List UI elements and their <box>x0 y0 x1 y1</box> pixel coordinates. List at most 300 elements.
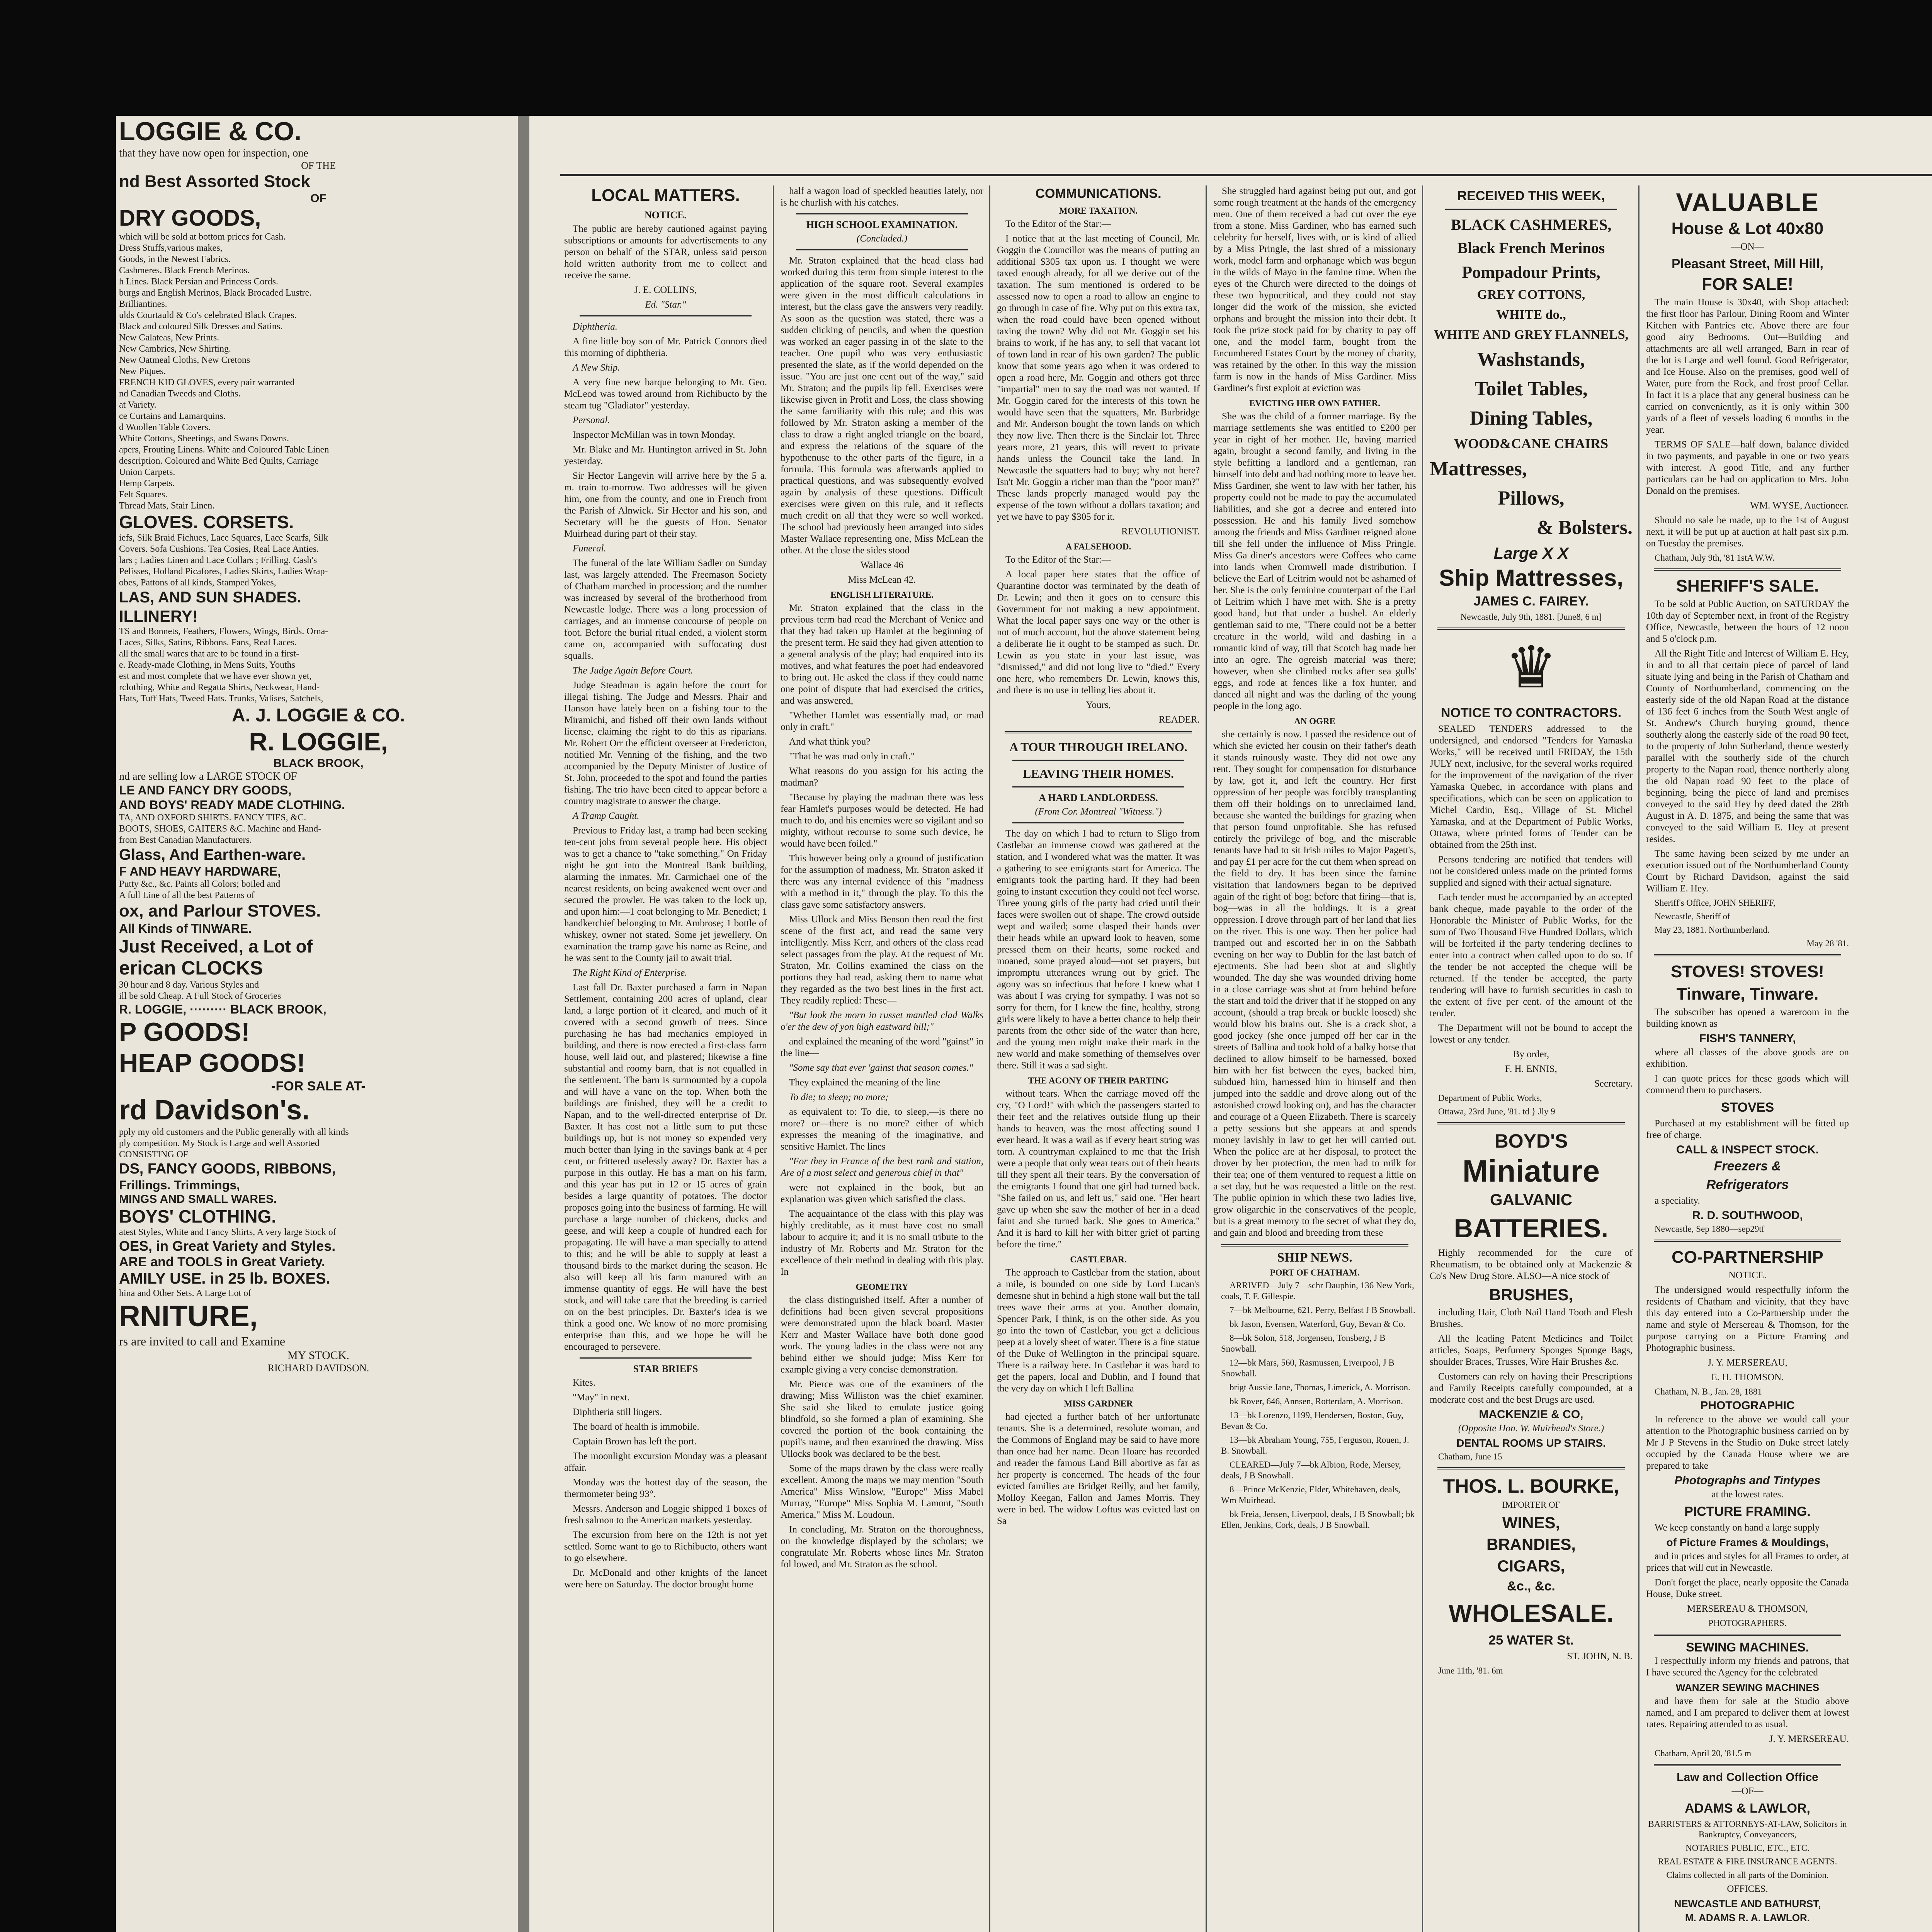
divider <box>1654 1764 1841 1766</box>
notice-to-contractors-heading: NOTICE TO CONTRACTORS. <box>1440 706 1622 720</box>
left-page-line: from Best Canadian Manufacturers. <box>119 835 252 845</box>
left-page-line: nd Canadian Tweeds and Cloths. <box>119 389 241 399</box>
column-rule <box>1638 185 1639 1932</box>
story-text: half a wagon load of speckled beauties lately, nor is he churlish with his catches. <box>781 186 983 208</box>
left-page-line: Dress Stuffs,various makes, <box>119 243 223 253</box>
divider <box>1437 628 1625 630</box>
left-page-line: HEAP GOODS! <box>119 1048 306 1078</box>
salutation: To the Editor of the Star:— <box>1005 219 1111 229</box>
left-page-line: BOYS' CLOTHING. <box>119 1206 277 1226</box>
left-page-line: Frillings. Trimmings, <box>119 1178 240 1192</box>
dental-rooms: DENTAL ROOMS UP STAIRS. <box>1456 1437 1606 1449</box>
on-label: —ON— <box>1731 242 1764 252</box>
story-heading: The Judge Again Before Court. <box>573 665 693 676</box>
stoves-subheading: STOVES <box>1721 1100 1774 1115</box>
left-page-line: Hemp Carpets. <box>119 478 175 488</box>
sheriff-signature: Newcastle, Sheriff of <box>1655 912 1730 921</box>
brief-item: Diphtheria still lingers. <box>573 1407 662 1417</box>
contractors-text: Persons tendering are notified that tenders will not be considered unless made on the printed forms supplied and signed with their actual signature. <box>1430 854 1633 888</box>
verse: "Some say that ever 'gainst that season comes." <box>789 1063 973 1073</box>
divider <box>796 213 968 214</box>
column-advertisements-b <box>1646 185 1849 1932</box>
brief-item: The excursion from here on the 12th is not yet settled. Some want to go to Richibucto, others want to go elsewhere. <box>564 1530 767 1563</box>
story-text: And what think you? <box>789 736 871 747</box>
call-inspect: CALL & INSPECT STOCK. <box>1676 1143 1819 1156</box>
fairey-items-list <box>1430 214 1633 541</box>
story-text: without tears. When the carriage moved off the cry, "O Lord!" with which the passengers started to their feet and the relatives outside flung up their hands to heaven, was the most affecting sound I ever heard. It was a wail as if every heart string was torn. A countryman explained to me that the Irish were a people that only wear tears out of their hearts till they spent all their tears. By the conversation of the emigrants I found that one girl had turned back. "She failed on us, and left us," said one. "Her heart gave up when she saw the mother of her in a dead faint and she turned back. She goes to America." And it is hard to kill her with bitter grief of parting before the time." <box>997 1088 1200 1250</box>
left-page-line: New Cambrics, New Shirting. <box>119 344 231 354</box>
left-page-line: Goods, in the Newest Fabrics. <box>119 254 231 264</box>
large-xx: Large X X <box>1493 544 1569 562</box>
newspaper-page <box>529 116 1932 1932</box>
brushes-text: Customers can rely on having their Prescriptions and Family Receipts carefully compounded, at a moderate cost and the best Drugs are used. <box>1430 1371 1633 1405</box>
port-heading: PORT OF CHATHAM. <box>1270 1268 1360 1277</box>
subheading: ENGLISH LITERATURE. <box>830 590 934 600</box>
left-page-line: pply my old customers and the Public generally with all kinds <box>119 1127 349 1137</box>
miniature-heading: Miniature <box>1462 1154 1600 1188</box>
refrigerators-heading: Refrigerators <box>1706 1177 1789 1192</box>
fairey-item: BLACK CASHMERES, <box>1451 216 1612 233</box>
story-text: This however being only a ground of justification for the assumption of madness, Mr. Straton asked if there was any internal evidence of this "madness with a method in it," through the play. To this the class gave some satisfactory answers. <box>781 853 983 910</box>
sewing-machines-heading: SEWING MACHINES. <box>1686 1640 1809 1654</box>
mersereau-thomson: MERSEREAU & THOMSON, <box>1687 1604 1808 1614</box>
left-page-line: nd are selling low a LARGE STOCK OF <box>119 770 297 782</box>
previous-page-strip <box>116 116 518 1932</box>
story-text: A fine little boy son of Mr. Patrick Connors died this morning of diphtheria. <box>564 336 767 358</box>
left-page-line: New Piques. <box>119 366 166 376</box>
story-heading: Diphtheria. <box>573 321 617 332</box>
left-page-line: OES, in Great Variety and Styles. <box>119 1238 336 1254</box>
divider <box>1654 568 1841 571</box>
stoves-text: Purchased at my establishment will be fitted up free of charge. <box>1646 1118 1849 1140</box>
fairey-item: WHITE AND GREY FLANNELS, <box>1434 328 1629 342</box>
sheriff-signature: Sheriff's Office, JOHN SHERIFF, <box>1655 898 1776 908</box>
letter-closing: Yours, <box>1086 700 1111 710</box>
divider <box>1005 731 1192 733</box>
framing-text: and in prices and styles for all Frames to order, at prices that will cut in Newcastle. <box>1646 1551 1849 1573</box>
offices-label: OFFICES. <box>1727 1884 1768 1894</box>
pleasant-street: Pleasant Street, Mill Hill, <box>1671 257 1823 271</box>
ship-entry: 13—bk Abraham Young, 755, Ferguson, Rouen, J. B. Snowball. <box>1221 1435 1409 1456</box>
ship-entry: bk Jason, Evensen, Waterford, Guy, Bevan & Co. <box>1230 1319 1405 1329</box>
left-page-line: -FOR SALE AT- <box>271 1079 366 1094</box>
wyse-text: Should no sale be made, up to the 1st of August next, it will be put up at auction at half past six p.m. on Tuesday the premises. <box>1646 515 1849 549</box>
story-text: and explained the meaning of the word "gainst" in the line— <box>781 1036 983 1058</box>
notice-heading: NOTICE. <box>644 209 687 221</box>
adams-lawlor: ADAMS & LAWLOR, <box>1685 1801 1810 1816</box>
specialty-label: a speciality. <box>1655 1196 1700 1206</box>
galvanic-heading: GALVANIC <box>1490 1190 1573 1209</box>
verse: "For they in France of the best rank and station, Are of a most select and generous chief in that" <box>781 1156 983 1178</box>
left-page-line: Glass, And Earthen-ware. <box>119 846 306 863</box>
brushes-heading: BRUSHES, <box>1489 1286 1573 1304</box>
divider <box>796 249 968 250</box>
frames-line: of Picture Frames & Mouldings, <box>1666 1536 1829 1548</box>
brushes-text: including Hair, Cloth Nail Hand Tooth and Flesh Brushes. <box>1430 1307 1633 1329</box>
left-page-line: nd Best Assorted Stock <box>119 172 310 191</box>
notaries-line: NOTARIES PUBLIC, ETC., ETC. <box>1685 1843 1810 1853</box>
subheading: A FALSEHOOD. <box>1065 542 1131 551</box>
left-page-line: Thread Mats, Stair Linen. <box>119 501 215 511</box>
left-page-line: Felt Squares. <box>119 490 168 500</box>
photographic-text: In reference to the above we would call your attention to the Photographic business carried on by Mr J P Stevens in the Studio on Duke street lately occupied by the Canada House where we are prepared to take <box>1646 1414 1849 1471</box>
story-text: What reasons do you assign for his acting the madman? <box>781 766 983 788</box>
score-line: Miss McLean 42. <box>848 575 916 585</box>
sheriff-date: May 28 '81. <box>1806 939 1849 948</box>
left-page-line: R. LOGGIE, ········· BLACK BROOK, <box>119 1002 327 1016</box>
contractors-text: The Department will not be bound to accept the lowest or any tender. <box>1430 1023 1633 1045</box>
story-text: had ejected a further batch of her unfortunate tenants. She is a determined, resolute woman, and the Commons of England may be said to have more than once had her name. Dean Hoare has recorded and reader the famous Land Bill abortive as far as her property is concerned. The heads of the four evicted families are Bridget Reilly, and her family, Molloy Keegan, Fallon and James Morris. They were in bed. The widow Loftus was evicted last on Sa <box>997 1412 1200 1526</box>
left-page-line: MINGS AND SMALL WARES. <box>119 1193 277 1206</box>
divider <box>580 315 752 316</box>
copartnership-text: The undersigned would respectfully inform the residents of Chatham and vicinity, that they have this day entered into a Co-Partnership under the name and style of Mersereau & Thomson, for the purpose carrying on a Picture Framing and Photographic business. <box>1646 1285 1849 1353</box>
story-heading: A Tramp Caught. <box>573 811 639 821</box>
left-page-line: lars ; Ladies Linen and Lace Collars ; Frilling. Cash's <box>119 555 317 565</box>
secretary-label: Secretary. <box>1594 1078 1633 1089</box>
left-page-line: OF <box>310 192 327 205</box>
ship-entry: 8—bk Solon, 518, Jorgensen, Tonsberg, J B Snowball. <box>1221 1333 1386 1354</box>
left-page-line: ARE and TOOLS in Great Variety. <box>119 1255 325 1269</box>
star-briefs-heading: STAR BRIEFS <box>633 1363 698 1374</box>
copartnership-date: Chatham, N. B., Jan. 28, 1881 <box>1655 1387 1762 1396</box>
left-page-line: ce Curtains and Lamarquins. <box>119 411 226 421</box>
ship-entry: bk Rover, 646, Annsen, Rotterdam, A. Morrison. <box>1230 1396 1403 1406</box>
story-text: Miss Ullock and Miss Benson then read the first scene of the first act, and read the same very intelligently. Miss Kerr, and others of the class read select passages from the play. At the request of Mr. Straton, Mr. Collins examined the class on the portions they had read, asking them to name what they regarded as the two best lines in the first act. They readily replied: These— <box>781 914 983 1006</box>
sheriff-text: To be sold at Public Auction, on SATURDAY the 10th day of September next, in front of the Registry Office, Newcastle, between the hours of 12 noon and 5 o'clock p.m. <box>1646 599 1849 644</box>
story-heading: Funeral. <box>573 543 606 554</box>
story-text: Mr. Straton explained that the head class had worked during this term from simple interest to the application of the square root. Several examples were given in the most difficult calculations in interest, but the class gave the answers very readily. As soon as the question was stated, there was a sudden clicking of pencils, and when the question was worked an eager passing in of the slate to the teacher. One pupil who was very enthusiastic presented the slate, as if the world depended on the issue. "You are just one cent out of the way," said Mr. Straton; and the pupils lip fell. Exercises were likewise given in Profit and Loss, the class showing the same familiarity with this rule; and this was followed by Mr. Straton asking a member of the class to draw a right angled triangle on the board, and express the relations of the square of the hypothenuse to the other parts of the figure, in a formula. This formula was afterwards applied to practical questions, and was subsequently evolved again by analysis of these questions. Difficult exercises were given on this rule, and it reflects much credit on all that they were so well worked. The school had previously been arranged into sides Master Wallace representing one, Miss McLean the other. At the close the sides stood <box>781 255 983 556</box>
brief-item: Monday was the hottest day of the season, the thermometer being 93°. <box>564 1477 767 1499</box>
left-page-line: atest Styles, White and Fancy Shirts, A very large Stock of <box>119 1227 336 1237</box>
fairey-item: WOOD&CANE CHAIRS <box>1454 436 1609 451</box>
subheading: CASTLEBAR. <box>1070 1255 1127 1264</box>
southwood-name: R. D. SOUTHWOOD, <box>1692 1209 1803 1222</box>
fairey-item: GREY COTTONS, <box>1477 287 1585 302</box>
subheading: GEOMETRY <box>855 1282 908 1292</box>
divider <box>1221 1244 1408 1247</box>
left-page-line: Just Received, a Lot of <box>119 936 313 956</box>
left-page-line: ply competition. My Stock is Large and well Assorted <box>119 1138 320 1148</box>
brief-item: "May" in next. <box>573 1392 630 1403</box>
left-page-line: DRY GOODS, <box>119 206 261 231</box>
left-page-line: R. LOGGIE, <box>249 727 388 756</box>
left-page-line: ox, and Parlour STOVES. <box>119 901 321 920</box>
left-page-line: MY STOCK. <box>287 1349 350 1362</box>
letter-signature: REVOLUTIONIST. <box>1121 526 1200 537</box>
left-page-line: at Variety. <box>119 400 156 410</box>
left-page-line: d Woollen Table Covers. <box>119 422 211 432</box>
story-text: "Whether Hamlet was essentially mad, or mad only in craft." <box>781 710 983 732</box>
top-rule <box>560 174 1932 176</box>
local-matters-heading: LOCAL MATTERS. <box>591 186 740 205</box>
landlordess-heading: A HARD LANDLORDESS. <box>1039 792 1158 803</box>
left-page-line: LE AND FANCY DRY GOODS, <box>119 783 292 797</box>
divider <box>1445 209 1617 210</box>
ship-news-heading: SHIP NEWS. <box>1277 1250 1352 1265</box>
ship-mattresses: Ship Mattresses, <box>1439 565 1623 591</box>
valuable-heading: VALUABLE <box>1676 188 1819 216</box>
sheriffs-sale-heading: SHERIFF'S SALE. <box>1676 577 1819 595</box>
ship-entry: brigt Aussie Jane, Thomas, Limerick, A. Morrison. <box>1230 1383 1410 1392</box>
left-page-line: AMILY USE. in 25 lb. BOXES. <box>119 1270 330 1287</box>
story-text: Judge Steadman is again before the court for illegal fishing. The Judge and Messrs. Phair and Hanson have lately been on a fishing tour to the Miramichi, and fished off their own lands without license, claiming the right to do this as riparians. Mr. Robert Orr the efficient overseer at Fredericton, notified Mr. Venning of the fishing, and the two accompanied by the Deputy Minister of Justice of St. John, proceeded to the spot and found the parties fishing. The trio have been cited to appear before a country magistrate to answer the charge. <box>564 680 767 806</box>
left-page-line: OF THE <box>301 160 336 171</box>
story-text: The funeral of the late William Sadler on Sunday last, was largely attended. The Freemason Society of Chatham marched in procession; and the number was increased by several of the brotherhood from Newcastle lodge. There was a long procession of carriages, and an immense concourse of people on foot. Before the burial ritual ended, a violent storm came on, accompanied with suffocating dust squalls. <box>564 558 767 661</box>
left-page-line: e. Ready-made Clothing, in Mens Suits, Youths <box>119 660 296 670</box>
batteries-text: Highly recommended for the cure of Rheumatism, to be obtained only at Mackenzie & Co's New Drug Store. ALSO—A nice stock of <box>1430 1248 1633 1281</box>
story-text: The approach to Castlebar from the station, about a mile, is bounded on one side by Lord Lucan's demesne shut in behind a high stone wall but the tall trees wave their arms at you. Another domain, Spencer Park, I think, is on the other side. As you go into the town of Castlebar, you get a delicious peep at a lovely sheet of water. There is a fine statue of the Duke of Wellington in the principal square. There is a railway here. In Castlebar it was hard to get the papers, local and Dublin, and I found that the very day on which I left Ballina <box>997 1267 1200 1394</box>
left-page-line: New Galateas, New Prints. <box>119 333 219 343</box>
brief-item: Kites. <box>573 1378 596 1388</box>
brief-item: Dr. McDonald and other knights of the lancet were here on Saturday. The doctor brought home <box>564 1568 767 1590</box>
left-page-line: hina and Other Sets. A Large Lot of <box>119 1288 252 1298</box>
story-text: The acquaintance of the class with this play was highly creditable, as it must have cost no small labour to acquire it; and it is no small tribute to the industry of Mr. Roberts and Mr. Straton for the excellence of their method in dealing with this play. In <box>781 1209 983 1277</box>
fairey-date: Newcastle, July 9th, 1881. [June8, 6 m] <box>1460 612 1602 622</box>
subheading: MISS GARDNER <box>1064 1399 1133 1408</box>
column-local-matters <box>564 185 767 1932</box>
left-page-line: h Lines. Black Persian and Princess Cords. <box>119 277 278 287</box>
left-page-line: TA, AND OXFORD SHIRTS. FANCY TIES, &C. <box>119 813 306 823</box>
left-page-line: GLOVES. CORSETS. <box>119 512 294 532</box>
sewing-date: Chatham, April 20, '81.5 m <box>1655 1748 1752 1758</box>
story-text: In concluding, Mr. Straton on the thoroughness, on the knowledge displayed by the scholars; we congratulate Mr. Roberts whose lines Mr. Straton fol lowed, and Mr. Straton as the school. <box>781 1524 983 1570</box>
left-page-line: TS and Bonnets, Feathers, Flowers, Wings, Birds. Orna- <box>119 626 328 636</box>
copartnership-heading: CO-PARTNERSHIP <box>1672 1248 1823 1267</box>
column-rule <box>989 185 990 1932</box>
left-page-line: obes, Pattons of all kinds, Stamped Yokes, <box>119 578 276 588</box>
story-heading: Personal. <box>573 415 610 425</box>
verse: To die; to sleep; no more; <box>789 1092 889 1102</box>
lowest-rates: at the lowest rates. <box>1711 1489 1784 1500</box>
subheading: AN OGRE <box>1294 716 1335 726</box>
left-page-line: which will be sold at bottom prices for Cash. <box>119 232 286 242</box>
etc-label: &c., &c. <box>1507 1579 1555 1594</box>
ship-entry: 7—bk Melbourne, 621, Perry, Belfast J B Snowball. <box>1230 1305 1415 1315</box>
story-text: A very fine new barque belonging to Mr. Geo. McLeod was towed around from Richibucto by the steam tug "Gladiator" yesterday. <box>564 377 767 411</box>
left-page-line: ILLINERY! <box>119 607 198 625</box>
fairey-item: & Bolsters. <box>1536 517 1633 539</box>
tour-heading: A TOUR THROUGH IRELANO. <box>1009 740 1187 754</box>
left-page-line: Pelisses, Holland Picafores, Ladies Skirts, Ladies Wrap- <box>119 566 328 577</box>
mackenzie-location: (Opposite Hon. W. Muirhead's Store.) <box>1458 1423 1604 1434</box>
mackenzie-date: Chatham, June 15 <box>1438 1452 1502 1461</box>
column-rule <box>1206 185 1207 1932</box>
story-text: Mr. Straton explained that the class in the previous term had read the Merchant of Venice and that they had taken up Hamlet at the beginning of the present term. He said they had given attention to a general analysis of the play; had enquired into its motives, and what features the poet had endeavored to bring out. He asked the class if they could name one point of dispute that had exercised the critics, and was answered, <box>781 603 983 706</box>
barristers-line: BARRISTERS & ATTORNEYS-AT-LAW, Solicitors in Bankruptcy, Conveyancers, <box>1648 1819 1847 1839</box>
fairey-item: Washstands, <box>1477 349 1585 371</box>
story-text: "Because by playing the madman there was less fear Hamlet's purposes would be detected. He had much to do, and his enemies were so vigilant and so mighty, without recourse to some such device, he would have been foiled." <box>781 792 983 849</box>
wyse-date: Chatham, July 9th, '81 1stA W.W. <box>1655 553 1775 563</box>
left-page-line: description. Coloured and White Bed Quilts, Carriage <box>119 456 319 466</box>
brief-item: Messrs. Anderson and Loggie shipped 1 boxes of fresh salmon to the American markets yesterday. <box>564 1503 767 1526</box>
divider <box>1654 954 1841 956</box>
left-page-line: A. J. LOGGIE & CO. <box>231 705 405 726</box>
left-page-line: White Cottons, Sheetings, and Swans Downs. <box>119 434 289 444</box>
story-text: Sir Hector Langevin will arrive here by the 5 a. m. train to-morrow. Two addresses will be given him, one from the county, and one in French from the Parish of Alnwick. Sir Hector and his son, and Secretary will be the guests of Hon. Senator Muirhead during part of their stay. <box>564 471 767 539</box>
column-rule <box>773 185 774 1932</box>
ship-entry: 12—bk Mars, 560, Rasmussen, Liverpool, J B Snowball. <box>1221 1358 1395 1378</box>
left-page-line: AND BOYS' READY MADE CLOTHING. <box>119 798 345 812</box>
sewing-text: I respectfully inform my friends and patrons, that I have secured the Agency for the celebrated <box>1646 1656 1849 1678</box>
sheriff-text: The same having been seized by me under an execution issued out of the Northumberland County Court by Richard Davidson, against the said William E. Hey. <box>1646 849 1849 894</box>
wanzer-line: WANZER SEWING MACHINES <box>1675 1682 1820 1693</box>
story-text: were not explained in the book, but an explanation was given which satisfied the class. <box>781 1182 983 1204</box>
water-street: 25 WATER St. <box>1488 1633 1574 1648</box>
real-estate-line: REAL ESTATE & FIRE INSURANCE AGENTS. <box>1658 1857 1837 1866</box>
ship-arrivals-list <box>1213 1280 1416 1531</box>
left-page-line: LOGGIE & CO. <box>119 117 302 146</box>
story-text: Previous to Friday last, a tramp had been seeking ten-cent jobs from several people here. His object was to get a chance to "take something." On Friday night he got into the Montreal Bank building, alarming the inmates. Mr. Carmichael one of the nearest residents, on being awakened went over and secured the prowler. He was taken to the lock up, and upon him:—1 coat belonging to Mr. Benedict; 1 handkerchief belonging to Mr. Ambrose; 1 bottle of whiskey, owner not stated. Some jet jewellery. On examination the tramp gave his name as Reine, and he was sent to the County jail to await trial. <box>564 825 767 963</box>
received-this-week-heading: RECEIVED THIS WEEK, <box>1457 189 1605 203</box>
left-page-line: DS, FANCY GOODS, RIBBONS, <box>119 1161 336 1177</box>
brief-item: Captain Brown has left the port. <box>573 1436 697 1447</box>
left-page-line: Covers. Sofa Cushions. Tea Cosies, Real Lace Anties. <box>119 544 319 554</box>
fairey-item: Mattresses, <box>1430 458 1527 480</box>
story-text: The day on which I had to return to Sligo from Castlebar an immense crowd was gathered at the station, and I wondered what was the matter. It was a gathering to see emigrants start for America. The emigrants took the parting hard. If they had been going to instant execution they could not feel worse. Three young girls of the party had cried until their faces were swollen out of shape. The crowd outside wept and wailed; some clasped their hands over their heads while an upward look to heaven, some pressed them on their hearts, some rocked and moaned, some prayed aloud—not set prayers, but impromptu utterances wrung out by grief. The agony was so infectious that before I knew what I was about I was crying for sympathy. I was not so sorry for them, for I knew the fine, healthy, strong girls were likely to have a better chance to help their parents from the other side of the water than here, and the young men might make their mark in the new world and make something of themselves over there. Still it was a sad sight. <box>997 828 1200 1071</box>
fairey-name: JAMES C. FAIREY. <box>1473 594 1589 609</box>
brief-item: The board of health is immobile. <box>573 1422 699 1432</box>
tinware-text: where all classes of the above goods are on exhibition. <box>1646 1047 1849 1069</box>
column-rule <box>1422 185 1423 1932</box>
left-page-line: rs are invited to call and Examine <box>119 1334 286 1348</box>
column-advertisements-a <box>1430 185 1633 1932</box>
star-briefs-list <box>564 1377 767 1590</box>
ship-entry: 8—Prince McKenzie, Elder, Whitehaven, deals, Wm Muirhead. <box>1221 1485 1400 1505</box>
left-page-line: Brilliantines. <box>119 299 167 309</box>
concluded-label: (Concluded.) <box>856 233 908 244</box>
terms-text: TERMS OF SALE—half down, balance divided in two payments, and payable in one or two years with interest. A good Title, and any further particulars can be had on application to Mrs. John Donald on the premises. <box>1646 439 1849 496</box>
letter-text: A local paper here states that the office of Quarantine doctor was terminated by the death of Dr. Lewin; and then it goes on to censure this Government for not making a new appointment. What the local paper says one way or the other is not of much account, but the above statement being a deliberate lie it ought to be stamped as such. Dr. Lewin as you state in your last issue, was "dismissed," and did not long live to "died." Every one here, who remembers Dr. Lewin, knows this, and there is no use in telling lies about it. <box>997 569 1200 696</box>
left-page-line: that they have now open for inspection, one <box>119 147 308 159</box>
left-page-line: ulds Courtauld & Co's celebrated Black Crapes. <box>119 310 297 320</box>
brandies-label: BRANDIES, <box>1486 1535 1576 1553</box>
salutation: To the Editor of the Star:— <box>1005 554 1111 565</box>
leaving-heading: LEAVING THEIR HOMES. <box>1023 767 1174 781</box>
left-page-line: est and most complete that we have ever shown yet, <box>119 671 312 681</box>
tinware-heading: Tinware, Tinware. <box>1676 985 1819 1003</box>
brief-item: The moonlight excursion Monday was a pleasant affair. <box>564 1451 767 1473</box>
left-page-line: 30 hour and 8 day. Various Styles and <box>119 980 259 990</box>
story-text: She struggled hard against being put out, and got some rough treatment at the hands of the emergency men. One of them received a bad cut over the eye from a stone. Miss Gardiner, who has earned such celebrity for herself, lives with, or is kind of allied by a Miss Pringle, the last shred of a missionary work, model farm and orphanage which was begun in the wilds of Mayo in the famine time. When the eyes of the Church were directed to the doings of these two hypocritical, and they could not stay longer did the work of the mission, she evicted orphans and brought the mission into their debt. It took the prize stock paid for by charity to pay off one, and the model farm, bought from the Encumbered Estates Court by the money of charity, was retained by the other. In this way the mission farm is now in the hands of Miss Gardiner. Miss Gardiner's first exploit at eviction was <box>1213 186 1416 393</box>
left-page-line: ill be sold Cheap. A Full Stock of Groceries <box>119 991 281 1001</box>
divider <box>580 1357 752 1359</box>
sewing-text: and have them for sale at the Studio above named, and I am prepared to deliver them at lowest rates. Repairing attended to as usual. <box>1646 1696 1849 1730</box>
ottawa-date: Ottawa, 23rd June, '81. td } Jly 9 <box>1438 1107 1555 1116</box>
story-text: she certainly is now. I passed the residence out of which she evicted her cousin on their father's death it stands ruinously waste. They did not owe any rent. They sought for compensation for disturbance by law, got it, and left the country. Her first oppression of her people was forcibly transplanting them off their holdings on to unreclaimed land, because she wanted the buildings for grazing when that person found unprofitable. She has refused entirely the privilege of bog, and the miserable tenants have had to sit Irish miles to Major Pagett's, and pay £1 per acre for the cut them when spread on the field to dry. It has been since the famine visitation that landowners began to be deprived again of the right of bog; before that firing—that is, bog—was in all the holdings. It is a great oppression. I drove through part of her land that lies on the river. This is one way. Then her police had tramped out and escorted her in on the Sabbath evening on her way to Dublin for the last batch of ejectments. She had been shot at and slightly wounded. The day she was wounded driving home in a close carriage was shot at from behind before the start and told the driver that if he stopped on any account, (should a trap break or buckle loosed) she would blow his brains out. She is a crack shot, a good jockey (she once jumped off her car in the streets of Ballina and took hold of a balky horse that declined to allow himself to be harnessed, boxed him with her fist between the eyes, backed him, subdued him, harnessed him in himself and then jumped into the saddle and drove along out of the astonished crowd looking on), and has the character and courage of a Queen Elizabeth. There is scarcely a petty sessions but she appears at and spends money lavishly in law to get her will carried out. When the police are at her disposal, to protect the drover by her protection, the men had to milk for their tea; one of them ventured to request a little on a set day, but he was requested a little on the rest. The public opinion in which these two ladies live, grow oligarchic in the conservatives of the people, but is a great memory to the secret of what they do, and gain and blood and breeding from these <box>1213 729 1416 1238</box>
subheading: MORE TAXATION. <box>1059 206 1138 216</box>
story-text: the class distinguished itself. After a number of definitions had been given several propositions were demonstrated upon the black board. Master Kerr and Master Wallace have both done good work. The young ladies in the class were not any behind either we should judge; Miss Kerr for example giving a very concise demonstration. <box>781 1295 983 1375</box>
copartnership-signature: E. H. THOMSON. <box>1711 1372 1784 1383</box>
story-heading: A New Ship. <box>573 362 620 373</box>
high-school-heading: HIGH SCHOOL EXAMINATION. <box>806 219 958 230</box>
left-page-line: FRENCH KID GLOVES, every pair warranted <box>119 378 295 388</box>
claims-line: Claims collected in all parts of the Dominion. <box>1666 1870 1829 1880</box>
newcastle-bathurst: NEWCASTLE AND BATHURST, <box>1674 1898 1821 1910</box>
southwood-date: Newcastle, Sep 1880—sep29tf <box>1655 1224 1765 1234</box>
left-page-line: F AND HEAVY HARDWARE, <box>119 864 281 878</box>
of-label: —OF— <box>1731 1786 1764 1796</box>
left-page-line: Union Carpets. <box>119 467 175 477</box>
left-page-line: CONSISTING OF <box>119 1150 189 1160</box>
divider <box>1012 760 1184 761</box>
left-page-line: BLACK BROOK, <box>273 757 364 770</box>
house-text: The main House is 30x40, with Shop attached: the first floor has Parlour, Dining Room and Winter Kitchen with Pantries etc. Above there are four good airy Bedrooms. Out—Building and attachments are all well arranged, Barn in rear of the lot is Large and well found. Good Refrigerator, and Ice House. Also on the premises, good well of Water, pure from the Rock, and frost proof Cellar. In fact it is a place that any general business can be carried on conveniently, as it is only within 300 yards of a fleet of vessels loading 6 months in the year. <box>1646 297 1849 435</box>
for-sale-heading: FOR SALE! <box>1701 275 1794 294</box>
wines-label: WINES, <box>1502 1514 1560 1532</box>
column-high-school <box>781 185 983 1932</box>
bourke-date: June 11th, '81. 6m <box>1438 1666 1503 1675</box>
notice-signature-title: Ed. "Star." <box>645 299 686 310</box>
sheriff-signature: May 23, 1881. Northumberland. <box>1655 925 1770 935</box>
left-page-line: erican CLOCKS <box>119 957 263 979</box>
story-text: Inspector McMillan was in town Monday. <box>573 430 735 440</box>
law-office-heading: Law and Collection Office <box>1677 1771 1818 1784</box>
divider <box>1654 1240 1841 1242</box>
fairey-item: Pillows, <box>1498 487 1565 509</box>
story-text: Some of the maps drawn by the class were really excellent. Among the maps we may mention "South America" Miss Winslow, "Europe" Miss Mabel Murray, "Europe" Miss Sophia M. Lamont, "South America," Miss M. Loudoun. <box>781 1463 983 1520</box>
divider <box>1437 1467 1625 1469</box>
story-text: She was the child of a former marriage. By the marriage settlements she was entitled to £200 per year in right of her mother. He, having married again, brought a second family, and living in the style befitting a landlord and a gentleman, ran himself into debt and had nothing more to leave her. Miss Gardiner, she went to law with her father, his property could not be made to pay the accumulated liabilities, and she got a decree and entered into possession. He and his family lived somehow among the friends and Miss Gardiner reigned alone till she fell under the influence of Miss Pringle. Miss Ga diner's ancestors were Coffees who came into lands when Cromwell made distribution. I believe the Earl of Leitrim would not be ashamed of her. She is the only feminine counterpart of the Earl of Leitrim which I have met with. She is a pretty good hand, but that under a bushel. An elderly gentleman said to me, "There could not be a better creature in the world, wild and dashing in a romantic kind of way, till that Scotch hag made her into an ogre. The ogreish material was there; however, when she climbed rocks after sea gulls' eggs, and rode at fences like a fox hunter, and danced all night and was the darling of the young people in the long ago. <box>1213 411 1416 711</box>
left-page-line: rclothing, White and Regatta Shirts, Neckwear, Hand- <box>119 682 320 692</box>
boyds-heading: BOYD'S <box>1494 1130 1568 1152</box>
left-page-line: all the small wares that are to be found in a first- <box>119 649 299 659</box>
left-page-line: P GOODS! <box>119 1017 250 1047</box>
fairey-item: WHITE do., <box>1496 308 1566 322</box>
wyse-name: WM. WYSE, Auctioneer. <box>1750 500 1849 511</box>
framing-text: We keep constantly on hand a large supply <box>1655 1522 1820 1533</box>
st-john: ST. JOHN, N. B. <box>1567 1651 1633 1662</box>
left-page-line: rd Davidson's. <box>119 1095 310 1126</box>
page-gutter <box>518 116 529 1932</box>
by-order: By order, <box>1513 1049 1549 1060</box>
brushes-text: All the leading Patent Medicines and Toilet articles, Soaps, Perfumery Sponges Sponge Bags, shoulder Braces, Trusses, Wire Hair Brushes &c. <box>1430 1333 1633 1367</box>
story-text: "That he was mad only in craft." <box>789 751 915 762</box>
story-text: Mr. Pierce was one of the examiners of the drawing; Miss Williston was the chief examiner. She said she liked to emulate justice going blindfold, so she formed a plan of examining. She covered the portion of the book containing the pupil's name, and then examined the drawing. Miss Ullocks book was declared to be the best. <box>781 1379 983 1459</box>
left-page-line: burgs and English Merinos, Black Brocaded Lustre. <box>119 288 312 298</box>
fairey-item: Black French Merinos <box>1457 239 1605 257</box>
copartnership-notice: NOTICE. <box>1728 1270 1767 1281</box>
left-page-line: A full Line of all the best Patterns of <box>119 890 255 900</box>
left-page-line: RICHARD DAVIDSON. <box>267 1362 369 1374</box>
tinware-text: The subscriber has opened a wareroom in the building known as <box>1646 1007 1849 1029</box>
left-page-line: BOOTS, SHOES, GAITERS &C. Machine and Hand- <box>119 824 321 834</box>
photographic-heading: PHOTOGRAPHIC <box>1700 1399 1795 1412</box>
story-text: Last fall Dr. Baxter purchased a farm in Napan Settlement, containing 200 acres of upland, clear land, a large portion of it cleared, and much of it covered with a second growth of trees. Since purchasing he has had mechanics employed in building, and there is now erected a first-class farm house, well laid out, and plastered; likewise a fine substantial and roomy barn, that is not equalled in the settlement. The barn is surmounted by a cupola and will have a vane on the top. When both the buildings are finished, they will be a credit to Napan, and to the well-directed enterprise of Dr. Baxter. It has cost not a little sum to put these buildings up, but is not money so expended very much better than lying in the savings bank at 4 per cent, or frittered uselessly away? Dr. Baxter has a purpose in this outlay. He has a man on his farm, and this year has put in 12 or 15 acres of grain besides a large quantity of potatoes. The doctor proposes going into the business of farming. He will purchase a large number of chickens, ducks and geese, and will keep a couple of hundred each for propagating. He will have a man specially to attend to this; and he will be able to supply at least a thousand birds to the market during the season. He also will keep all his farm manured with an immense quantity of eggs. He will have the best stock, and will take care that the breeding is carried on on the best principles. Dr. Baxter's idea is we think a good one. We know of no more promising enterprise than this, and we hope he will be encouraged to persevere. <box>564 982 767 1352</box>
contractors-text: SEALED TENDERS addressed to the undersigned, and endorsed "Tenders for Yamaska Works," will be received until FRIDAY, the 15th JULY next, inclusive, for the several works required for the improvement of the navigation of the river Yamaska Quebec, in accordance with plans and specifications, which can be seen on application to Michel Cardin, Esq., Village of St. Michel Yamaska, and at the Department of Public Works, Ottawa, where printed forms of Tender can be obtained from the 25th inst. <box>1430 724 1633 850</box>
fairey-item: Toilet Tables, <box>1475 378 1588 400</box>
ennis-name: F. H. ENNIS, <box>1505 1064 1557 1074</box>
tintypes-line: Photographs and Tintypes <box>1674 1474 1821 1487</box>
fairey-item: Pompadour Prints, <box>1462 263 1600 282</box>
communications-heading: COMMUNICATIONS. <box>1035 186 1162 201</box>
divider <box>1654 1634 1841 1636</box>
fish-tannery: FISH'S TANNERY, <box>1699 1032 1796 1045</box>
left-page-line: All Kinds of TINWARE. <box>119 922 252 935</box>
left-page-line: iefs, Silk Braid Fichues, Lace Squares, Lace Scarfs, Silk <box>119 533 328 543</box>
contractors-text: Each tender must be accompanied by an accepted bank cheque, made payable to the order of the Honorable the Minister of Public Works, for the sum of Two Thousand Five Hundred Dollars, which will be forfeited if the party tendering declines to enter into a contract when called upon to do so. If the tender be not accepted the cheque will be returned. If the tender be accepted, the party tendering will have to furnish securities in cash to the extent of five per cent. of the amount of the tender. <box>1430 892 1633 1019</box>
photographers-label: PHOTOGRAPHERS. <box>1708 1618 1787 1628</box>
notice-signature: J. E. COLLINS, <box>634 285 697 295</box>
copartnership-signature: J. Y. MERSEREAU, <box>1708 1357 1787 1368</box>
subheading: THE AGONY OF THEIR PARTING <box>1028 1076 1169 1085</box>
column-ireland-ship-news <box>1213 185 1416 1932</box>
importer-label: IMPORTER OF <box>1502 1500 1560 1510</box>
ship-entry: CLEARED—July 7—bk Albion, Rode, Mersey, deals, J B Snowball. <box>1221 1460 1401 1480</box>
sheriff-text: All the Right Title and Interest of William E. Hey, in and to all that certain piece of parcel of land situate lying and being in the Parish of Chatham and County of Northumberland, commencing on the easterly side of the old Napan Road at the distance of 136 feet 6 inches from the South West angle of St. Andrew's Church burying ground, thence southerly along the easterly side of the road 90 feet, to the property of John Sutherland, thence westerly parallel with the southerly side of the church property to the Napan road, thence northerly along the old Napan road 90 feet to the place of beginning, being the piece of land and premises conveyed to the said Hey by deed dated the 28th August in A. D. 1875, and being the same that was conveyed to the said William E. Hey at present resides. <box>1646 648 1849 844</box>
fairey-item: Dining Tables, <box>1469 407 1593 429</box>
picture-framing-heading: PICTURE FRAMING. <box>1684 1504 1811 1519</box>
column-communications <box>997 185 1200 1932</box>
